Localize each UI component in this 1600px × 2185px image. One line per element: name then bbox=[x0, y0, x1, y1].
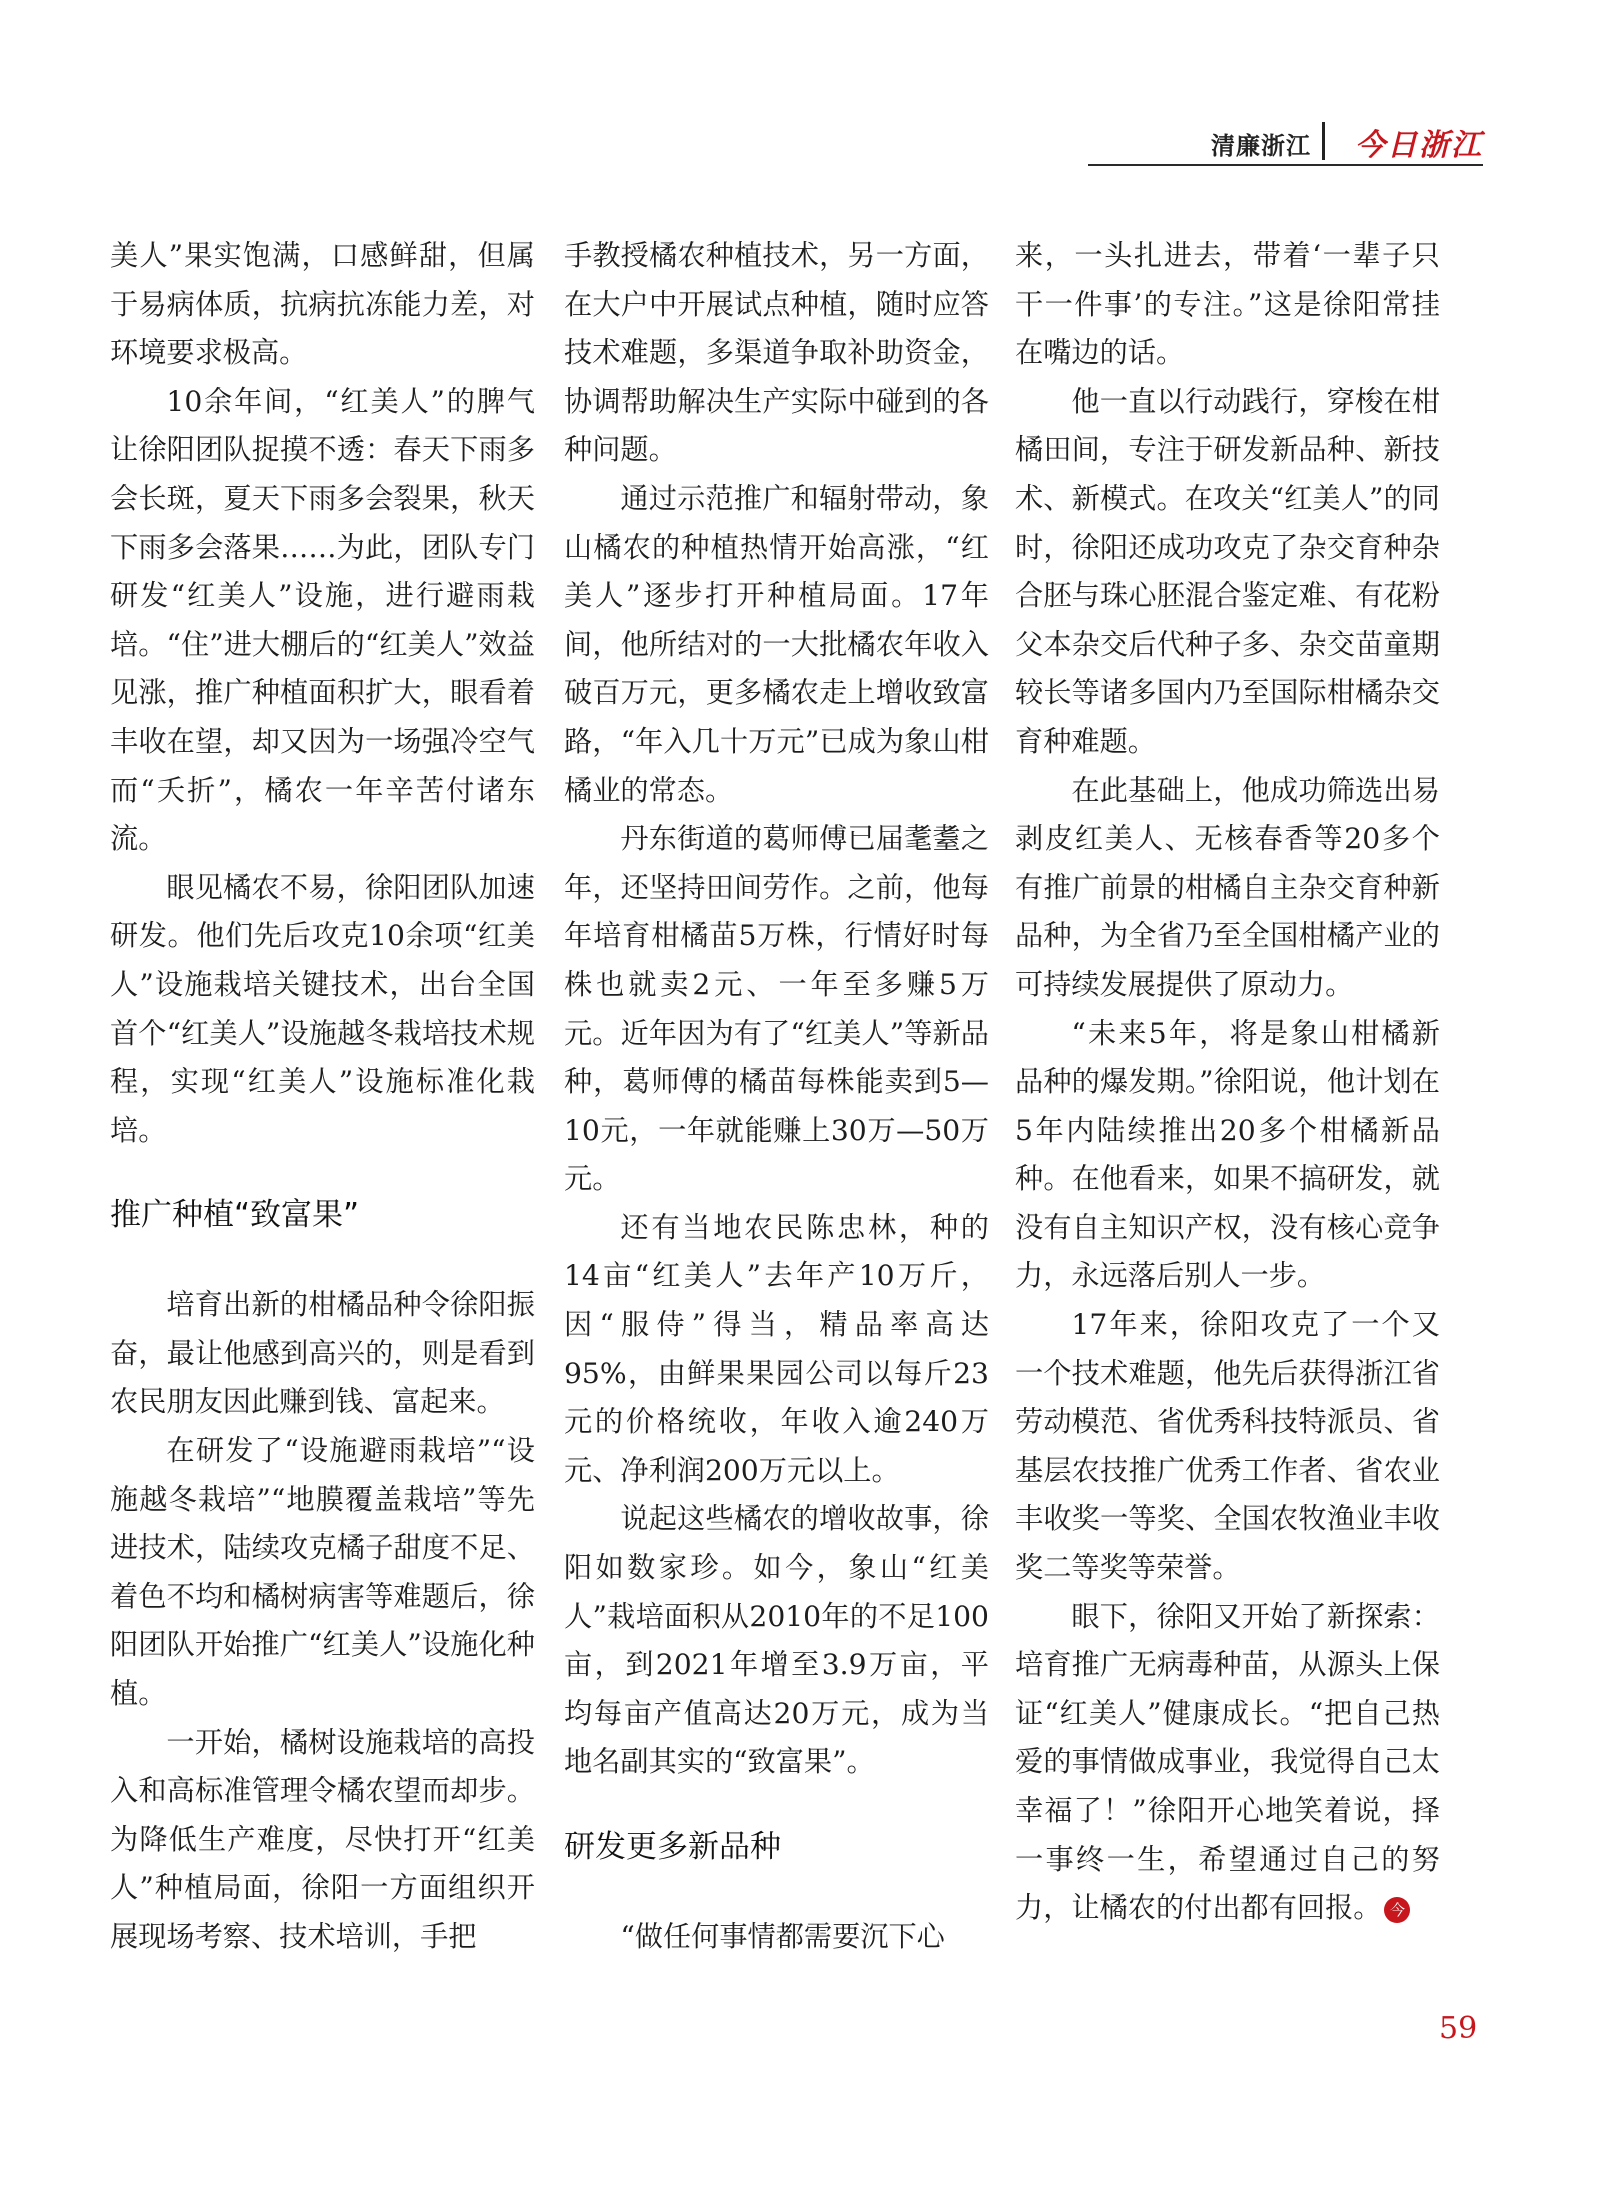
paragraph: 10余年间，“红美人”的脾气让徐阳团队捉摸不透：春天下雨多会长斑，夏天下雨多会裂果，秋天下雨多会落果……为此，团队专门研发“红美人”设施，进行避雨栽培。“住”进大棚后的“红美人”效益见涨，推广种植面积扩大，眼看着丰收在望，却又因为一场强冷空气而“夭折”，橘农一年辛苦付诸东流。 bbox=[110, 384, 535, 856]
paragraph: 美人”果实饱满，口感鲜甜，但属于易病体质，抗病抗冻能力差，对环境要求极高。 bbox=[110, 239, 535, 370]
magazine-logo: 今日浙江 bbox=[1355, 128, 1483, 163]
paragraph: 手教授橘农种植技术，另一方面，在大户中开展试点种植，随时应答技术难题，多渠道争取补助资金，协调帮助解决生产实际中碰到的各种问题。 bbox=[564, 239, 989, 467]
paragraph bbox=[1015, 1593, 1440, 1933]
column-2 bbox=[564, 232, 989, 1962]
page-header bbox=[1088, 120, 1483, 166]
header-rule bbox=[1088, 164, 1483, 166]
page-number: 59 bbox=[1439, 2011, 1478, 2046]
paragraph: 一开始，橘树设施栽培的高投入和高标准管理令橘农望而却步。为降低生产难度，尽快打开“红美人”种植局面，徐阳一方面组织开展现场考察、技术培训，手把 bbox=[110, 1725, 535, 1953]
paragraph: “做任何事情都需要沉下心 bbox=[620, 1920, 945, 1953]
section-title: 清廉浙江 bbox=[1211, 132, 1311, 160]
end-mark-icon: 今 bbox=[1384, 1897, 1410, 1923]
header-separator bbox=[1322, 122, 1325, 160]
paragraph-text: 眼下，徐阳又开始了新探索：培育推广无病毒种苗，从源头上保证“红美人”健康成长。“把自己热爱的事情做成事业，我觉得自己太幸福了！”徐阳开心地笑着说，择一事终一生，希望通过自己的努力，让橘农的付出都有回报。 bbox=[1015, 1599, 1440, 1925]
paragraph: 说起这些橘农的增收故事，徐阳如数家珍。如今，象山“红美人”栽培面积从2010年的不足100亩，到2021年增至3.9万亩，平均每亩产值高达20万元，成为当地名副其实的“致富果”。 bbox=[564, 1502, 989, 1779]
paragraph: 培育出新的柑橘品种令徐阳振奋，最让他感到高兴的，则是看到农民朋友因此赚到钱、富起来。 bbox=[110, 1288, 535, 1419]
section-heading: 研发更多新品种 bbox=[564, 1829, 781, 1865]
section-heading: 推广种植“致富果” bbox=[110, 1197, 360, 1234]
paragraph: “未来5年，将是象山柑橘新品种的爆发期。”徐阳说，他计划在5年内陆续推出20多个柑橘新品种。在他看来，如果不搞研发，就没有自主知识产权，没有核心竞争力，永远落后别人一步。 bbox=[1015, 1016, 1440, 1293]
paragraph: 在研发了“设施避雨栽培”“设施越冬栽培”“地膜覆盖栽培”等先进技术，陆续攻克橘子甜度不足、着色不均和橘树病害等难题后，徐阳团队开始推广“红美人”设施化种植。 bbox=[110, 1434, 535, 1711]
paragraph: 17年来，徐阳攻克了一个又一个技术难题，他先后获得浙江省劳动模范、省优秀科技特派员、省基层农技推广优秀工作者、省农业丰收奖一等奖、全国农牧渔业丰收奖二等奖等荣誉。 bbox=[1015, 1308, 1440, 1585]
paragraph: 眼见橘农不易，徐阳团队加速研发。他们先后攻克10余项“红美人”设施栽培关键技术，出台全国首个“红美人”设施越冬栽培技术规程，实现“红美人”设施标准化栽培。 bbox=[110, 870, 535, 1147]
paragraph: 丹东街道的葛师傅已届耄耋之年，还坚持田间劳作。之前，他每年培育柑橘苗5万株，行情好时每株也就卖2元、一年至多赚5万元。近年因为有了“红美人”等新品种，葛师傅的橘苗每株能卖到5—10元，一年就能赚上30万—50万元。 bbox=[564, 822, 989, 1196]
column-3 bbox=[1015, 232, 1440, 1933]
paragraph: 通过示范推广和辐射带动，象山橘农的种植热情开始高涨，“红美人”逐步打开种植局面。17年间，他所结对的一大批橘农年收入破百万元，更多橘农走上增收致富路，“年入几十万元”已成为象山柑橘业的常态。 bbox=[564, 481, 989, 807]
column-1 bbox=[110, 232, 535, 1962]
paragraph: 来，一头扎进去，带着‘一辈子只干一件事’的专注。”这是徐阳常挂在嘴边的话。 bbox=[1015, 239, 1440, 370]
paragraph: 在此基础上，他成功筛选出易剥皮红美人、无核春香等20多个有推广前景的柑橘自主杂交育种新品种，为全省乃至全国柑橘产业的可持续发展提供了原动力。 bbox=[1015, 773, 1440, 1001]
paragraph: 还有当地农民陈忠林，种的14亩“红美人”去年产10万斤，因“服侍”得当，精品率高达95%，由鲜果果园公司以每斤23元的价格统收，年收入逾240万元、净利润200万元以上。 bbox=[564, 1210, 989, 1487]
paragraph: 他一直以行动践行，穿梭在柑橘田间，专注于研发新品种、新技术、新模式。在攻关“红美人”的同时，徐阳还成功攻克了杂交育种杂合胚与珠心胚混合鉴定难、有花粉父本杂交后代种子多、杂交苗童期较长等诸多国内乃至国际柑橘杂交育种难题。 bbox=[1015, 384, 1440, 758]
